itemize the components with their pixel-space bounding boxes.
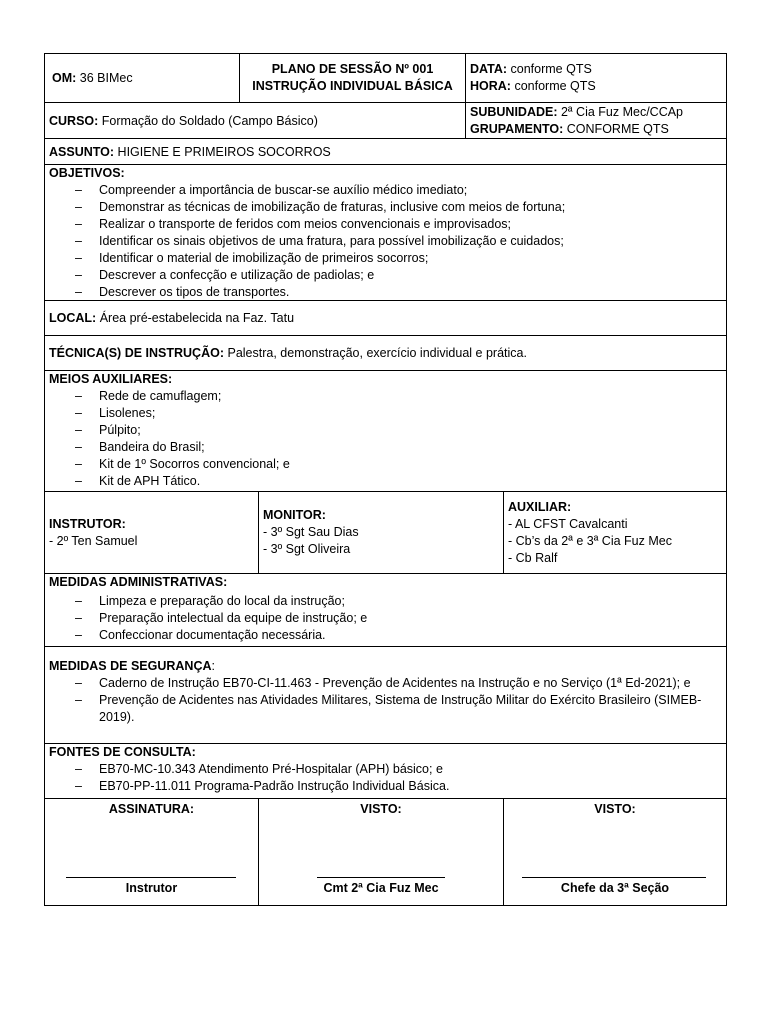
visto1-role: Cmt 2ª Cia Fuz Mec (323, 881, 439, 895)
instrutor-label: INSTRUTOR: (49, 516, 126, 531)
om-label: OM: (52, 71, 77, 85)
list-item: – Bandeira do Brasil; (49, 439, 722, 456)
assunto-label: ASSUNTO: (49, 144, 115, 159)
session-plan-form (44, 53, 727, 906)
tecnica-value: Palestra, demonstração, exercício individual e prática. (227, 346, 527, 360)
medidas-adm-list (49, 593, 722, 644)
medidas-adm-label: MEDIDAS ADMINISTRATIVAS: (49, 575, 228, 589)
list-item: – Compreender a importância de buscar-se auxílio médico imediato; (49, 182, 722, 199)
data-label: DATA: (470, 62, 508, 76)
tecnica-row (45, 336, 726, 371)
plan-title-cell (240, 54, 466, 102)
monitor-name: - 3º Sgt Sau Dias (263, 525, 359, 539)
assunto-value: HIGIENE E PRIMEIROS SOCORROS (117, 144, 331, 159)
hora-value: conforme QTS (514, 79, 596, 93)
instrutor-name: - 2º Ten Samuel (49, 533, 138, 548)
visto1-cell (259, 799, 504, 905)
list-item: – Limpeza e preparação do local da instrução; (49, 593, 722, 610)
objetivos-label: OBJETIVOS: (49, 166, 125, 180)
equipe-row (45, 492, 726, 574)
local-label: LOCAL: (49, 311, 97, 325)
signature-line (317, 877, 445, 878)
grupamento-label: GRUPAMENTO: (470, 121, 564, 136)
signature-row (45, 799, 726, 905)
assinatura-cell (45, 799, 259, 905)
objetivos-list (49, 182, 722, 301)
list-item: – Confeccionar documentação necessária. (49, 627, 722, 644)
list-item: – Identificar o material de imobilização de primeiros socorros; (49, 250, 722, 267)
local-value: Área pré-estabelecida na Faz. Tatu (99, 311, 295, 325)
subunidade-cell (466, 103, 726, 138)
monitor-name: - 3º Sgt Oliveira (263, 542, 351, 556)
subunidade-label: SUBUNIDADE: (470, 104, 558, 119)
medidas-adm-row (45, 574, 726, 647)
grupamento-value: CONFORME QTS (566, 121, 669, 136)
assunto-row (45, 139, 726, 165)
auxiliar-name: - Cb’s da 2ª e 3ª Cia Fuz Mec (508, 533, 672, 548)
om-cell (45, 54, 240, 102)
fontes-row (45, 744, 726, 799)
list-item: – Demonstrar as técnicas de imobilização de fraturas, inclusive com meios de fortuna; (49, 199, 722, 216)
medidas-seg-row (45, 647, 726, 744)
visto1-label: VISTO: (360, 802, 402, 816)
list-item: – EB70-PP-11.011 Programa-Padrão Instrução Individual Básica. (49, 778, 722, 795)
meios-list (49, 388, 722, 490)
assinatura-role: Instrutor (125, 881, 178, 895)
list-item: – Lisolenes; (49, 405, 722, 422)
assinatura-label: ASSINATURA: (108, 802, 195, 816)
date-time-cell (466, 54, 726, 102)
plan-title-line1: PLANO DE SESSÃO Nº 001 (271, 62, 434, 76)
om-value: 36 BIMec (79, 71, 133, 85)
objetivos-row (45, 165, 726, 301)
list-item: – EB70-MC-10.343 Atendimento Pré-Hospitalar (APH) básico; e (49, 761, 722, 778)
header-row (45, 54, 726, 103)
curso-label: CURSO: (49, 113, 99, 128)
list-item: – Kit de 1º Socorros convencional; e (49, 456, 722, 473)
visto2-cell (504, 799, 726, 905)
list-item: – Descrever os tipos de transportes. (49, 284, 722, 301)
signature-line (66, 877, 236, 878)
monitor-cell (259, 492, 504, 573)
medidas-seg-label: MEDIDAS DE SEGURANÇA (49, 659, 212, 673)
instrutor-cell (45, 492, 259, 573)
list-item: – Púlpito; (49, 422, 722, 439)
list-item: – Rede de camuflagem; (49, 388, 722, 405)
meios-label: MEIOS AUXILIARES: (49, 372, 173, 386)
curso-cell (45, 103, 466, 138)
meios-row (45, 371, 726, 492)
curso-value: Formação do Soldado (Campo Básico) (101, 113, 318, 128)
auxiliar-name: - AL CFST Cavalcanti (508, 516, 628, 531)
list-item: – Realizar o transporte de feridos com meios convencionais e improvisados; (49, 216, 722, 233)
data-value: conforme QTS (510, 62, 592, 76)
fontes-label: FONTES DE CONSULTA: (49, 745, 196, 759)
hora-label: HORA: (470, 79, 511, 93)
auxiliar-label: AUXILIAR: (508, 499, 572, 514)
medidas-seg-colon: : (211, 659, 215, 673)
list-item: – Preparação intelectual da equipe de instrução; e (49, 610, 722, 627)
curso-row (45, 103, 726, 139)
auxiliar-cell (504, 492, 726, 573)
plan-title-line2: INSTRUÇÃO INDIVIDUAL BÁSICA (252, 79, 453, 93)
medidas-seg-list (49, 675, 722, 726)
tecnica-label: TÉCNICA(S) DE INSTRUÇÃO: (49, 346, 224, 360)
signature-line (522, 877, 706, 878)
visto2-role: Chefe da 3ª Seção (560, 881, 670, 895)
fontes-list (49, 761, 722, 795)
list-item: – Prevenção de Acidentes nas Atividades Militares, Sistema de Instrução Militar do Exército Brasileiro (SIMEB-2019). (49, 692, 722, 726)
auxiliar-name: - Cb Ralf (508, 550, 558, 565)
visto2-label: VISTO: (594, 802, 636, 816)
list-item: – Identificar os sinais objetivos de uma fratura, para possível imobilização e cuidados; (49, 233, 722, 250)
list-item: – Descrever a confecção e utilização de padiolas; e (49, 267, 722, 284)
monitor-label: MONITOR: (263, 508, 326, 522)
local-row (45, 301, 726, 336)
list-item: – Kit de APH Tático. (49, 473, 722, 490)
list-item: – Caderno de Instrução EB70-CI-11.463 - Prevenção de Acidentes na Instrução e no Serviço (1ª Ed-2021); e (49, 675, 722, 692)
subunidade-value: 2ª Cia Fuz Mec/CCAp (560, 104, 684, 119)
